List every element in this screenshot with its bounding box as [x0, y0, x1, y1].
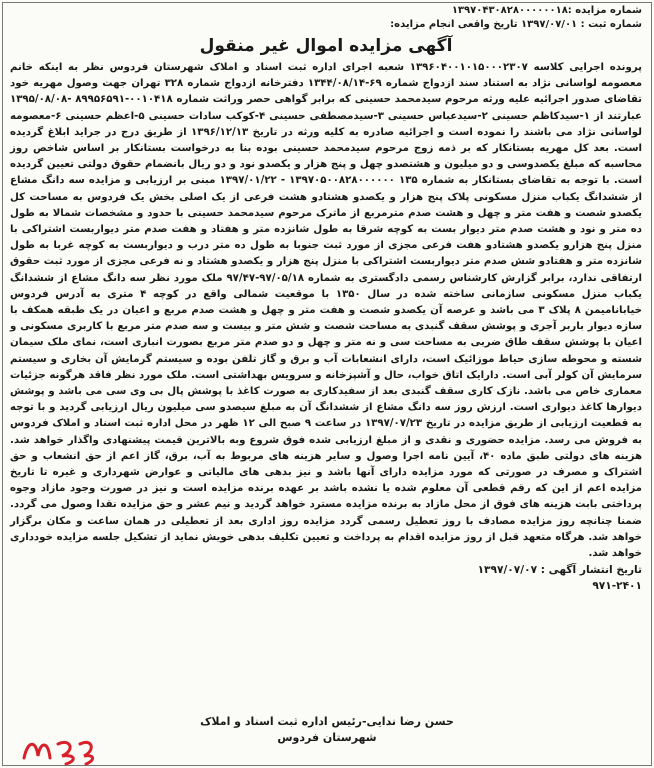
handwritten-stroke-1: [24, 744, 50, 758]
signature-line-1: حسن رضا ندایی-رئیس اداره ثبت اسناد و املاک: [200, 715, 454, 728]
handwritten-stroke-2: [58, 742, 73, 764]
notice-title: آگهی مزایده اموال غیر منقول: [199, 36, 453, 56]
signature-line-2: شهرستان فردوس: [277, 731, 377, 744]
handwritten-mark: [18, 732, 98, 766]
notice-body: پرونده اجرایی کلاسه ۱۳۹۶۰۴۰۰۱۰۱۵۰۰۰۲۳۰۷ شعبه اجرای اداره ثبت اسناد و املاک شهرستان فردوس نظر به اینکه خانم معصومه لواسانی نژاد به استناد سند ازدواج شماره ۶۹-۱۳۴۴/۰۸/۱۴ دفترخانه ازدواج شماره ۳۲۸ تهران جهت وصول مهریه خود تقاضای صدور اجرائیه علیه ورثه مرحوم سیدمحمد حسینی که برابر گواهی حصر وراثت شماره ۰۰۱۰۴۱۸-۸۹۹۵۶۵۹۱ -۱۳۹۵/۰۸/۰۸ عبارتند از ۱-سیدکاظم حسینی ۲-سیدعباس حسینی ۳-سیدمصطفی حسینی ۴-کوکب سادات حسینی ۵-اعظم حسینی ۶-معصومه لواسانی نژاد می باشند را نموده است و اجرائیه صادره به کلیه ورثه در تاریخ ۱۳۹۶/۱۲/۱۳ از طریق درج در جراید ابلاغ گردیده است. بعد کل مهریه بستانکار که بر ذمه زوج مرحوم سیدمحمد حسینی بوده بنا به درخواست بستانکار بر اساس شاخص روز محاسبه که مبلغ یکصدوسی و دو میلیون و هشتصدو چهل و پنج هزار و یکصدو نود و دو ریال بانضمام حقوق دولتی تعیین گردیده است. با توجه به تقاضای بستانکار به شماره ۱۳۵ ۱۳۹۷۰۵۰۰۸۲۸۰۰۰۰۰۰ - ۱۳۹۷/۰۱/۲۲ مبنی بر ارزیابی و مزایده سه دانگ مشاع از ششدانگ یکباب منزل مسکونی پلاک پنج هزار و یکصدو هشتادو هشت فرعی از یک اصلی بخش یک فردوس به مساحت کل یکصدو شصت و هفت متر و چهل و هشت صدم مترمربع از ماترک مرحوم سیدمحمد حسینی با حدود و مشخصات شمالا به طول ده متر و نود و هشت صدم متر دیوار بست به کوچه شرقا به طول شانزده متر و هفتاد و هفت صدم متر دیواربست اشتراکی با منزل پنج هزارو یکصدو هشتادو هفت فرعی مجزی از مورد ثبت جنوبا به طول ده متر درب و دیواربست به کوچه غربا به طول شانزده متر و هفتادو شش صدم متر دیواربست اشتراکی با منزل پنج هزار و یکصدو هشتاد و نه فرعی مجزی از مورد ثبت حقوق ارتفاقی ندارد، برابر گزارش کارشناس رسمی دادگستری به شماره ۹۷/۰۵/۱۸-۹۷/۴۷ ملک مورد نظر سه دانگ مشاع از ششدانگ یکباب منزل مسکونی سازمانی ساخته شده در سال ۱۳۵۰ با موقعیت شمالی واقع در کوچه ۴ متری به آدرس فردوس خیابانامیمن ۸ پلاک ۳ می باشد و عرصه آن یکصدو شصت و هفت متر و چهل و هشت صدم مربع و اعیان در یک طبقه همکف با سازه دیوار باربر آجری و پوشش سقف گنبدی به مساحت شصت و شش متر و بیست و سه صدم متر مربع با کاربری مسکونی و اعیان با پوشش سقف طاق ضربی به مساحت سی و نه متر و چهل و دو صدم متر مربع بصورت انباری است، نمای ملک سیمان شسته و محوطه سازی حیاط موزائیک است، دارای انشعابات آب و برق و گاز تلفن بوده و سیستم گرمایش آن بخاری و سیستم سرمایش آن کولر آبی است. دارایک اتاق خواب، حال و آشپزخانه و سرویس بهداشتی است. ملک مورد نظر فاقد هرگونه جزئیات معماری خاص می باشد. نازک کاری سقف گنبدی بعد از سفیدکاری به صورت کاغذ با پوشش پال بی وی سی می باشد و پوشش دیوارها کاغذ دیواری است. ارزش روز سه دانگ مشاع از ششدانگ آن به مبلغ سیصدو سی میلیون ریال ارزیابی گردید و با توجه به قطعیت ارزیابی از طریق مزایده در تاریخ ۱۳۹۷/۰۷/۲۳ در ساعت ۹ صبح الی ۱۲ ظهر در محل اداره ثبت اسناد و املاک فردوس به فروش می رسد. مزایده حضوری و نقدی و از مبلغ ارزیابی شده فوق شروع وبه بالاترین قیمت پیشنهادی واگذار خواهد شد. هزینه های دولتی طبق ماده ۴۰، آیین نامه اجرا وصول و سایر هزینه های مربوط به آب، برق، گاز اعم از حق انشعاب و حق اشتراک و مصرف در صورتی که مورد مزایده دارای آنها باشد و نیز بدهی های مالیاتی و عوارض شهرداری و غیره تا تاریخ مزایده اعم از این که رقم قطعی آن معلوم شده یا نشده باشد بر عهده برنده مزایده است و نیز در صورت وجود مازاد وجوه پرداختی بابت هزینه های فوق از محل مازاد به برنده مزایده مسترد خواهد گردید و نیم عشر و حق مزایده نقدا وصول می گردد. ضمنا چنانچه روز مزایده مصادف با روز تعطیل رسمی گردد مزایده روز اداری بعد از تعطیلی در همان ساعت و مکان برگزار خواهد شد. هرگاه متعهد قبل از روز مزایده اقدام به پرداخت و تعیین تکلیف بدهی خویش نماید از تشکیل جلسه مزایده خودداری خواهد شد.: [10, 62, 643, 560]
reference-number: ۹۷۱-۲۴۰۱: [592, 580, 642, 593]
auction-number: شماره مزایده :۱۳۹۷۰۴۳۰۸۲۸۰۰۰۰۰۰۱۸: [451, 5, 642, 16]
handwritten-stroke-3: [80, 742, 93, 764]
publish-date: تاریخ انتشار آگهی : ۱۳۹۷/۰۷/۰۷: [477, 564, 642, 577]
registration-info: شماره ثبت : ۱۳۹۷/۰۷/۰۱ تاریخ واقعی انجام مزایده:: [390, 19, 642, 30]
signature-block: [0, 714, 654, 746]
